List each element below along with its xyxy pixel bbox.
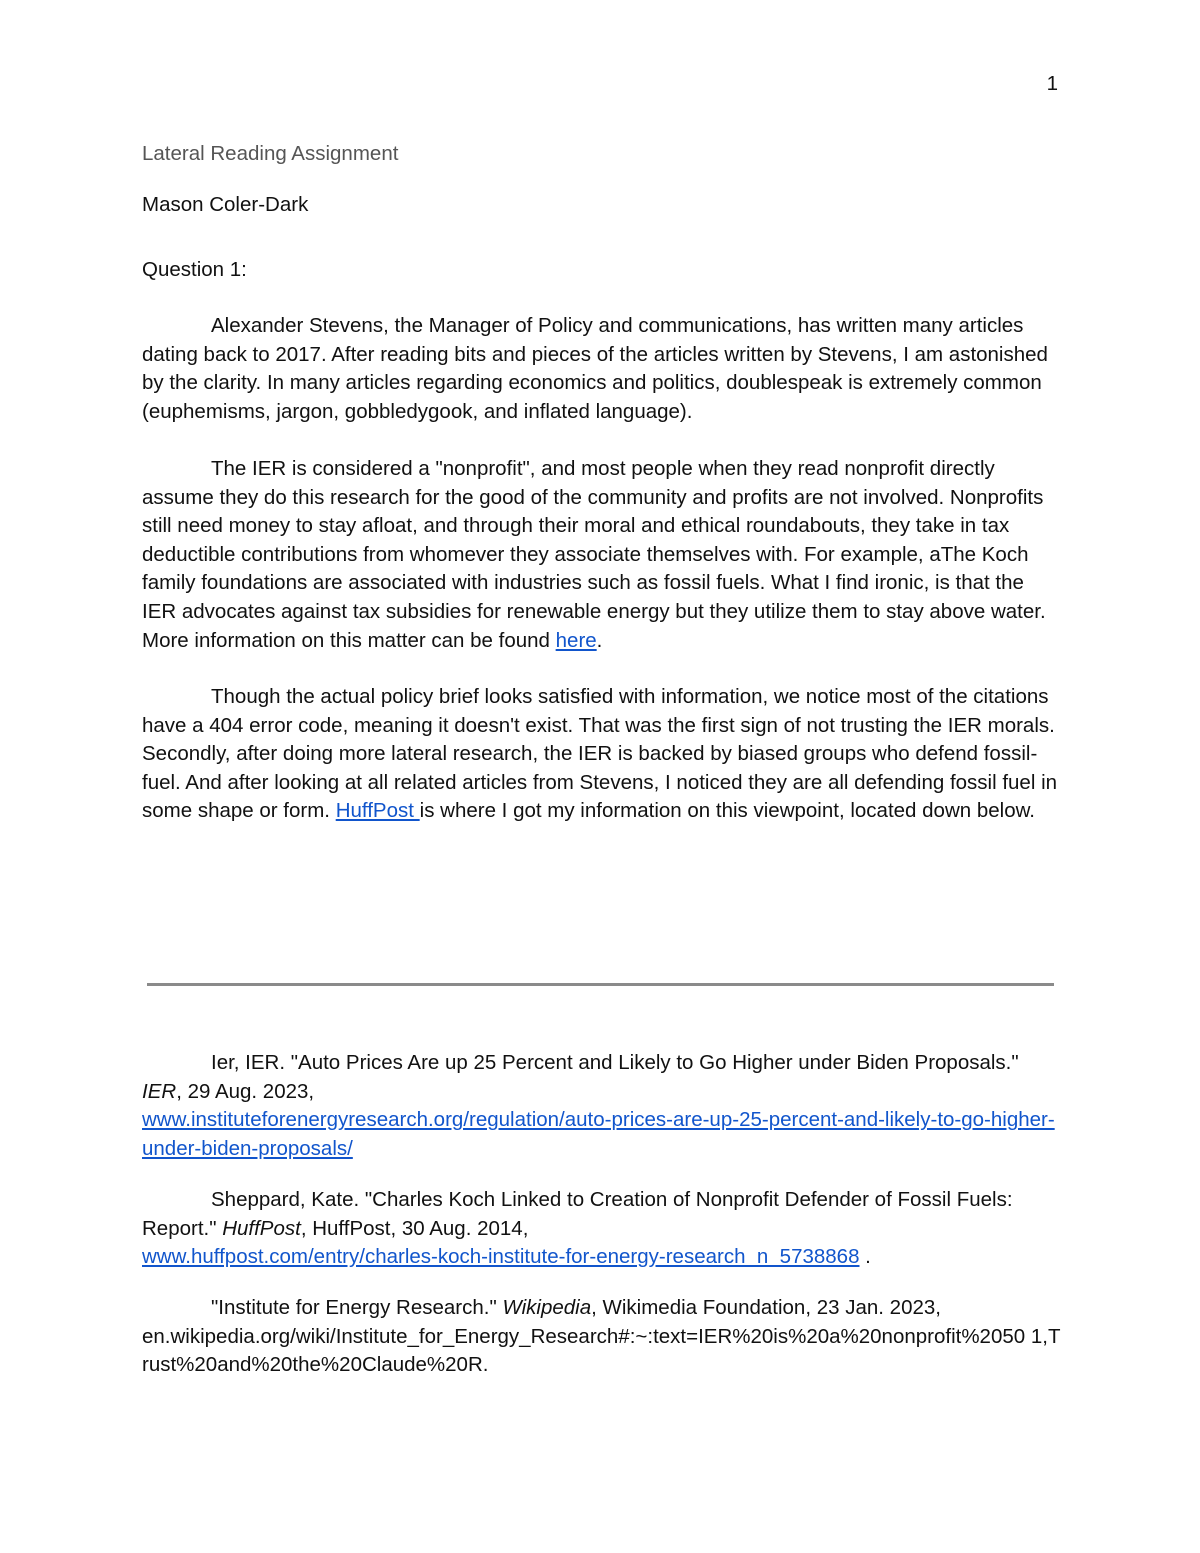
citation-2-date: , HuffPost, 30 Aug. 2014, xyxy=(300,1216,529,1240)
citation-1-date: , 29 Aug. 2023, xyxy=(176,1079,315,1103)
paragraph-3-text: Though the actual policy brief looks satisfied with information, we notice most of the citations have a 404 error code, meaning it doesn't exist. That was the first sign of not trusting the IER morals. Secondly, after doing more lateral research, the IER is backed by biased groups who defend fossil-fuel. And after looking at all related articles from Stevens, I noticed they are all defending fossil fuel in some shape or form. xyxy=(142,685,1058,823)
document-title: Lateral Reading Assignment xyxy=(142,142,399,165)
citation-2-source: HuffPost xyxy=(222,1216,301,1240)
citation-2-text: Sheppard, Kate. "Charles Koch Linked to Creation of Nonprofit Defender of Fossil Fuels: Report." xyxy=(142,1188,1013,1240)
page-number: 1 xyxy=(1046,72,1058,95)
citation-3-text: "Institute for Energy Research." xyxy=(211,1296,503,1319)
paragraph-2-text: The IER is considered a "nonprofit", and most people when they read nonprofit directly assume they do this research for the good of the community and profits are not involved. Nonprofits still need money to stay afloat, and through their moral and ethical roundabouts, they take in tax deductible contributions from whomever they associate themselves with. For example, aThe Koch family foundations are associated with industries such as fossil fuels. What I find ironic, is that the IER advocates against tax subsidies for renewable energy but they utilize them to stay above water. More information on this matter can be found xyxy=(142,457,1046,652)
citation-2 xyxy=(142,1186,1062,1272)
paragraph-2-end: . xyxy=(596,628,603,652)
paragraph-1: Alexander Stevens, the Manager of Policy and communications, has written many articles dating back to 2017. After reading bits and pieces of the articles written by Stevens, I am astonished by the clarity. In many articles regarding economics and politics, doublespeak is extremely common (euphemisms, jargon, gobbledygook, and inflated language). xyxy=(142,314,1048,423)
citation-3-url: en.wikipedia.org/wiki/Institute_for_Energy_Research#:~:text=IER%20is%20a%20nonprofit%2050 1,Trust%20and%20the%20Claude%20R. xyxy=(142,1324,1061,1377)
here-link[interactable]: here xyxy=(555,628,597,652)
citation-2-url-link[interactable]: www.huffpost.com/entry/charles-koch-institute-for-energy-research_n_5738868 xyxy=(142,1245,860,1269)
horizontal-divider xyxy=(147,983,1054,986)
citation-3-date: , Wikimedia Foundation, 23 Jan. 2023, xyxy=(591,1296,941,1319)
citation-3 xyxy=(142,1294,1062,1380)
paragraph-2 xyxy=(142,455,1062,655)
citation-1 xyxy=(142,1049,1062,1163)
citation-1-url-link[interactable]: www.instituteforenergyresearch.org/regulation/auto-prices-are-up-25-percent-and-likely-to-go-higher-under-biden-proposals/ xyxy=(142,1108,1055,1160)
paragraph-3 xyxy=(142,683,1062,826)
citation-2-trailing: . xyxy=(859,1245,871,1269)
citation-3-source: Wikipedia xyxy=(502,1296,592,1319)
citation-1-text: Ier, IER. "Auto Prices Are up 25 Percent and Likely to Go Higher under Biden Proposals." xyxy=(211,1051,1019,1074)
author-name: Mason Coler-Dark xyxy=(142,193,309,216)
question-label: Question 1: xyxy=(142,258,247,281)
paragraph-3-end: is where I got my information on this viewpoint, located down below. xyxy=(419,799,1035,823)
citation-1-source: IER xyxy=(142,1079,177,1103)
huffpost-link[interactable]: HuffPost xyxy=(335,799,420,823)
